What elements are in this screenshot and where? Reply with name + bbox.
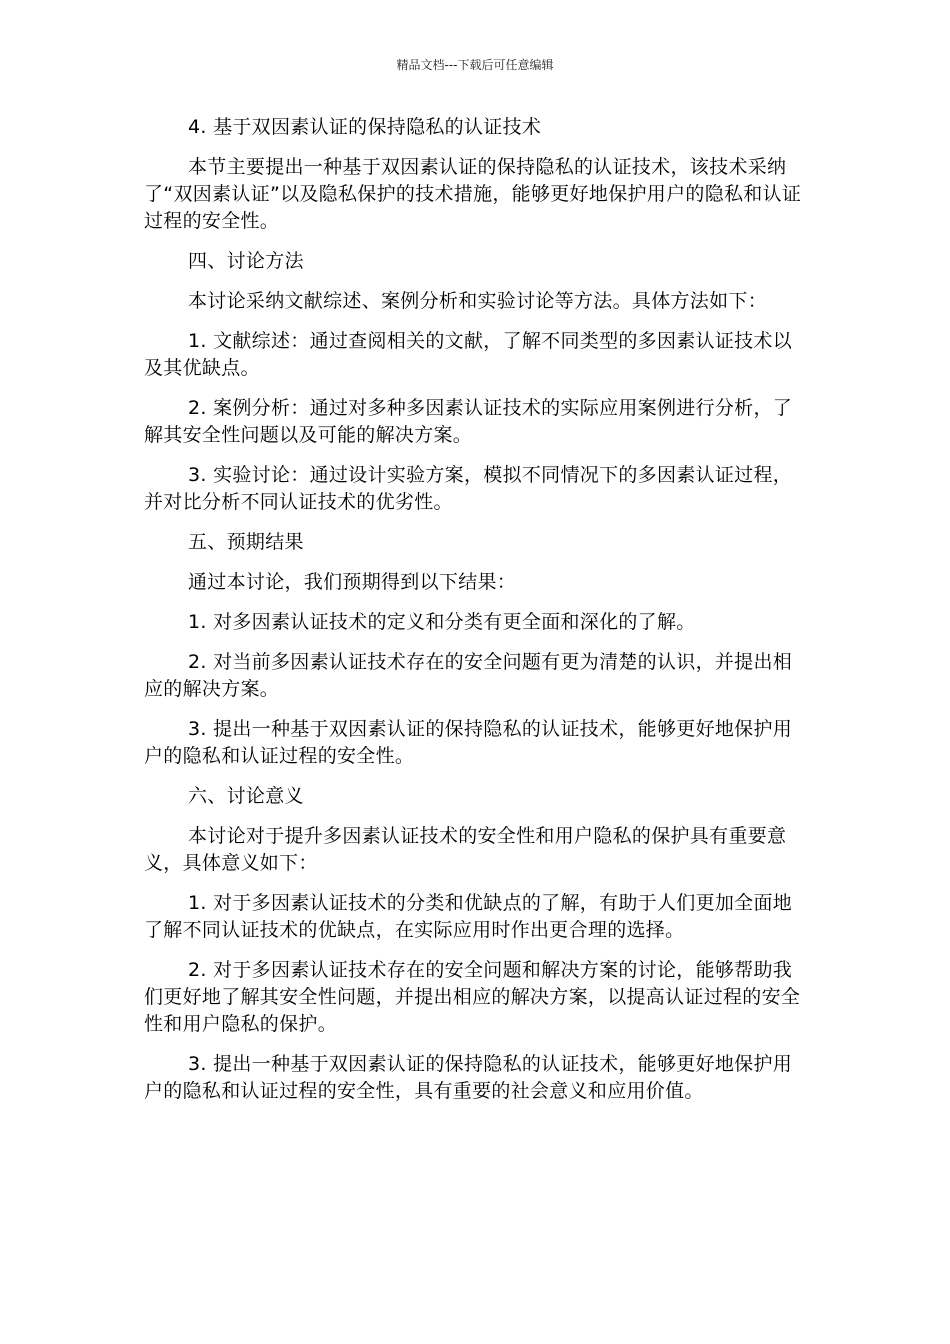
section-heading: 4. 基于双因素认证的保持隐私的认证技术 xyxy=(188,116,542,138)
list-item: 3. 实验讨论：通过设计实验方案，模拟不同情况下的多因素认证过程，并对比分析不同认证技术的优劣性。 xyxy=(144,464,793,513)
section-heading: 六、讨论意义 xyxy=(188,785,304,807)
paragraph: 通过本讨论，我们预期得到以下结果： xyxy=(188,571,517,593)
list-item: 1. 文献综述：通过查阅相关的文献，了解不同类型的多因素认证技术以及其优缺点。 xyxy=(144,330,793,379)
section-heading: 五、预期结果 xyxy=(188,531,304,553)
list-item: 2. 对当前多因素认证技术存在的安全问题有更为清楚的认识，并提出相应的解决方案。 xyxy=(144,651,793,700)
page-header: 精品文档---下载后可任意编辑 xyxy=(396,58,554,72)
list-item: 1. 对于多因素认证技术的分类和优缺点的了解，有助于人们更加全面地了解不同认证技术的优缺点，在实际应用时作出更合理的选择。 xyxy=(144,892,793,941)
document-body xyxy=(144,114,808,1118)
list-item: 2. 对于多因素认证技术存在的安全问题和解决方案的讨论，能够帮助我们更好地了解其安全性问题，并提出相应的解决方案，以提高认证过程的安全性和用户隐私的保护。 xyxy=(144,959,801,1035)
list-item: 3. 提出一种基于双因素认证的保持隐私的认证技术，能够更好地保护用户的隐私和认证过程的安全性。 xyxy=(144,718,793,767)
section-heading: 四、讨论方法 xyxy=(188,250,304,272)
list-item: 3. 提出一种基于双因素认证的保持隐私的认证技术，能够更好地保护用户的隐私和认证过程的安全性，具有重要的社会意义和应用价值。 xyxy=(144,1053,793,1102)
list-item: 1. 对多因素认证技术的定义和分类有更全面和深化的了解。 xyxy=(188,611,696,633)
list-item: 2. 案例分析：通过对多种多因素认证技术的实际应用案例进行分析，了解其安全性问题以及可能的解决方案。 xyxy=(144,397,793,446)
paragraph: 本讨论对于提升多因素认证技术的安全性和用户隐私的保护具有重要意义，具体意义如下： xyxy=(144,825,787,874)
paragraph: 本讨论采纳文献综述、案例分析和实验讨论等方法。具体方法如下： xyxy=(188,290,768,312)
paragraph: 本节主要提出一种基于双因素认证的保持隐私的认证技术，该技术采纳了“双因素认证”以及隐私保护的技术措施，能够更好地保护用户的隐私和认证过程的安全性。 xyxy=(144,156,802,232)
